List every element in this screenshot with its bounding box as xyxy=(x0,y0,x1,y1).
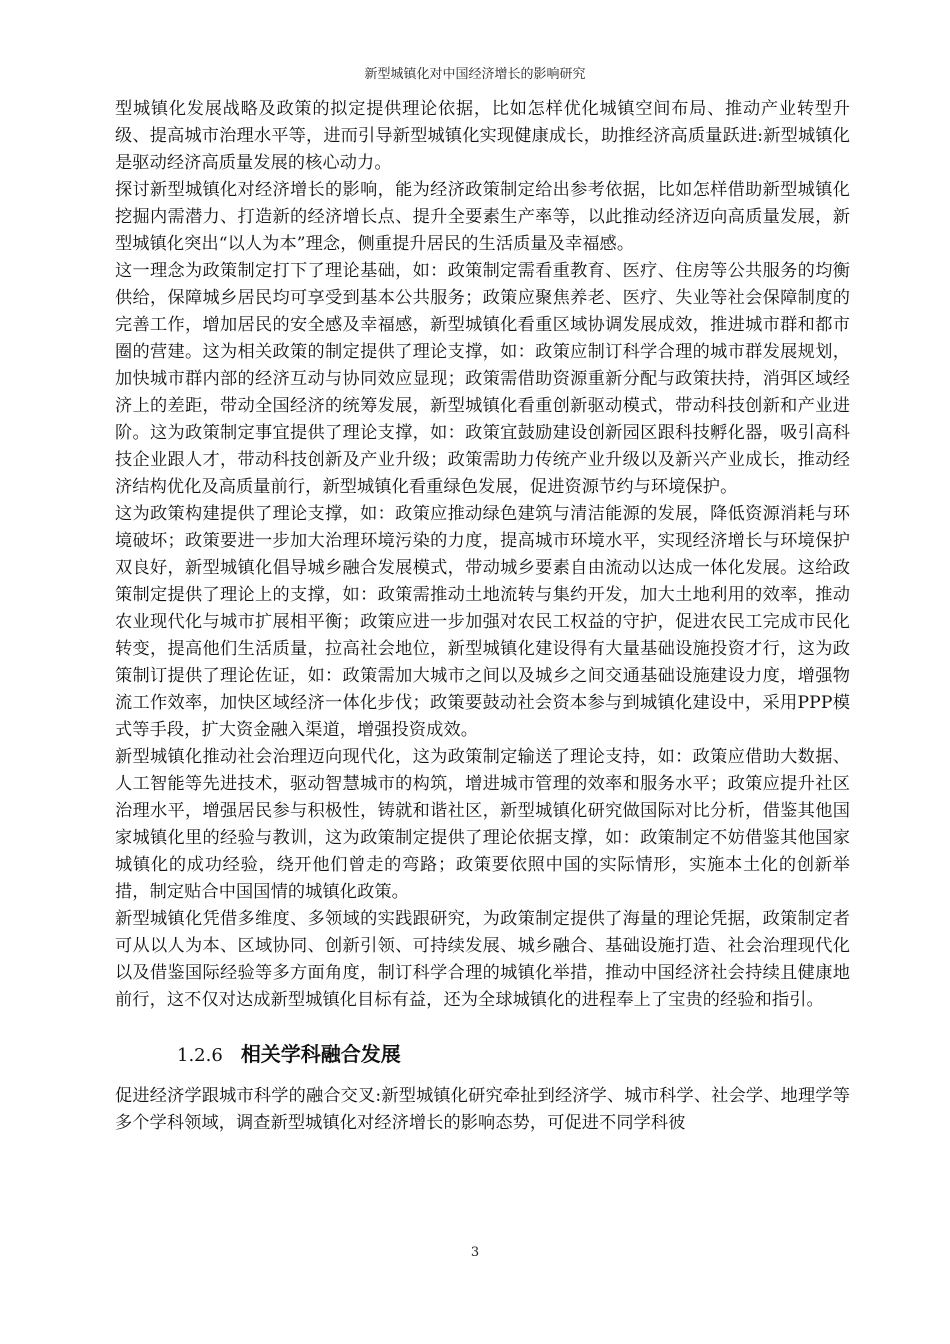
paragraph-6: 新型城镇化凭借多维度、多领域的实践跟研究，为政策制定提供了海量的理论凭据，政策制定者可从以人为本、区域协同、创新引领、可持续发展、城乡融合、基础设施打造、社会治理现代化以及借鉴国际经验等多方面角度，制订科学合理的城镇化举措，推动中国经济社会持续且健康地前行，这不仅对达成新型城镇化目标有益，还为全球城镇化的进程奉上了宝贵的经验和指引。 xyxy=(115,909,850,1010)
section-number: 1.2.6 xyxy=(177,1045,223,1066)
paragraph-section-intro: 促进经济学跟城市科学的融合交叉:新型城镇化研究牵扯到经济学、城市科学、社会学、地理学等多个学科领域，调查新型城镇化对经济增长的影响态势，可促进不同学科彼 xyxy=(115,1086,850,1133)
paragraph-4: 这为政策构建提供了理论支撑，如：政策应推动绿色建筑与清洁能源的发展，降低资源消耗与环境破坏；政策要进一步加大治理环境污染的力度，提高城市环境水平，实现经济增长与环境保护双良好，新型城镇化倡导城乡融合发展模式，带动城乡要素自由流动以达成一体化发展。这给政策制定提供了理论上的支撑，如：政策需推动土地流转与集约开发，加大土地利用的效率，推动农业现代化与城市扩展相平衡；政策应进一步加强对农民工权益的守护，促进农民工完成市民化转变，提高他们生活质量，拉高社会地位，新型城镇化建设得有大量基础设施投资才行，这为政策制订提供了理论佐证，如：政策需加大城市之间以及城乡之间交通基础设施建设力度，增强物流工作效率，加快区域经济一体化步伐；政策要鼓动社会资本参与到城镇化建设中，采用PPP模式等手段，扩大资金融入渠道，增强投资成效。 xyxy=(115,504,850,740)
page-number: 3 xyxy=(470,1245,480,1260)
running-header: 新型城镇化对中国经济增长的影响研究 xyxy=(364,67,586,82)
page-body xyxy=(115,96,850,1137)
section-heading xyxy=(177,1039,850,1071)
paragraph-5: 新型城镇化推动社会治理迈向现代化，这为政策制定输送了理论支持，如：政策应借助大数据、人工智能等先进技术，驱动智慧城市的构筑，增进城市管理的效率和服务水平；政策应提升社区治理水平，增强居民参与积极性，铸就和谐社区，新型城镇化研究做国际对比分析，借鉴其他国家城镇化里的经验与教训，这为政策制定提供了理论依据支撑，如：政策制定不妨借鉴其他国家城镇化的成功经验，绕开他们曾走的弯路；政策要依照中国的实际情形，实施本土化的创新举措，制定贴合中国国情的城镇化政策。 xyxy=(115,747,850,902)
paragraph-1: 型城镇化发展战略及政策的拟定提供理论依据，比如怎样优化城镇空间布局、推动产业转型升级、提高城市治理水平等，进而引导新型城镇化实现健康成长，助推经济高质量跃进:新型城镇化是驱动经济高质量发展的核心动力。 xyxy=(115,99,850,173)
paragraph-3: 这一理念为政策制定打下了理论基础，如：政策制定需看重教育、医疗、住房等公共服务的均衡供给，保障城乡居民均可享受到基本公共服务；政策应聚焦养老、医疗、失业等社会保障制度的完善工作，增加居民的安全感及幸福感，新型城镇化看重区域协调发展成效，推进城市群和都市圈的营建。这为相关政策的制定提供了理论支撑，如：政策应制订科学合理的城市群发展规划，加快城市群内部的经济互动与协同效应显现；政策需借助资源重新分配与政策扶持，消弭区域经济上的差距，带动全国经济的统筹发展，新型城镇化看重创新驱动模式，带动科技创新和产业进阶。这为政策制定事宜提供了理论支撑，如：政策宜鼓励建设创新园区跟科技孵化器，吸引高科技企业跟人才，带动科技创新及产业升级；政策需助力传统产业升级以及新兴产业成长，推动经济结构优化及高质量前行，新型城镇化看重绿色发展，促进资源节约与环境保护。 xyxy=(115,261,850,497)
paragraph-2: 探讨新型城镇化对经济增长的影响，能为经济政策制定给出参考依据，比如怎样借助新型城镇化挖掘内需潜力、打造新的经济增长点、提升全要素生产率等，以此推动经济迈向高质量发展，新型城镇化突出“以人为本”理念，侧重提升居民的生活质量及幸福感。 xyxy=(115,180,850,254)
section-title: 相关学科融合发展 xyxy=(240,1042,401,1066)
